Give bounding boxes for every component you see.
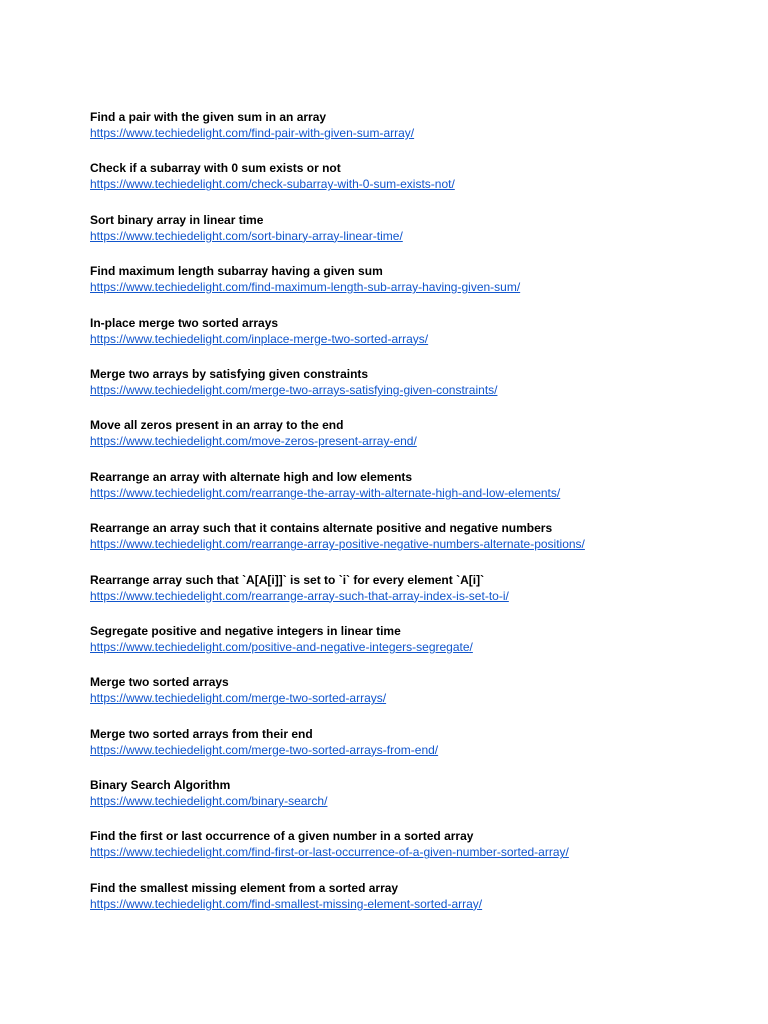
- entry-link[interactable]: https://www.techiedelight.com/inplace-merge-two-sorted-arrays/: [90, 331, 429, 346]
- list-item: [90, 777, 768, 828]
- entry-link[interactable]: https://www.techiedelight.com/find-maximum-length-sub-array-having-given-sum/: [90, 280, 521, 295]
- list-item: [90, 880, 768, 931]
- entry-title: Sort binary array in linear time: [90, 212, 264, 227]
- list-item: [90, 520, 768, 571]
- entry-title: In-place merge two sorted arrays: [90, 315, 279, 330]
- entry-link[interactable]: https://www.techiedelight.com/rearrange-array-such-that-array-index-is-set-to-i/: [90, 588, 509, 603]
- entry-title: Rearrange an array such that it contains alternate positive and negative numbers: [90, 521, 553, 536]
- entry-link[interactable]: https://www.techiedelight.com/rearrange-the-array-with-alternate-high-and-low-elements/: [90, 485, 561, 500]
- entry-link[interactable]: https://www.techiedelight.com/sort-binary-array-linear-time/: [90, 228, 403, 243]
- list-item: [90, 469, 768, 520]
- entry-title: Find a pair with the given sum in an array: [90, 110, 327, 124]
- entry-link[interactable]: https://www.techiedelight.com/binary-search/: [90, 794, 328, 809]
- entry-title: Move all zeros present in an array to the end: [90, 418, 344, 433]
- list-item: [90, 160, 768, 211]
- entry-title: Merge two sorted arrays from their end: [90, 726, 313, 741]
- entry-title: Merge two arrays by satisfying given constraints: [90, 366, 369, 381]
- list-item: [90, 366, 768, 417]
- list-item: [90, 417, 768, 468]
- list-item: [90, 674, 768, 725]
- list-item: [90, 828, 768, 879]
- entry-list: [90, 109, 768, 931]
- list-item: [90, 572, 768, 623]
- list-item: [90, 315, 768, 366]
- entry-title: Check if a subarray with 0 sum exists or not: [90, 161, 341, 176]
- entry-title: Find the smallest missing element from a sorted array: [90, 880, 399, 895]
- entry-title: Binary Search Algorithm: [90, 778, 231, 793]
- entry-link[interactable]: https://www.techiedelight.com/find-pair-with-given-sum-array/: [90, 126, 415, 140]
- list-item: [90, 109, 768, 160]
- entry-link[interactable]: https://www.techiedelight.com/merge-two-sorted-arrays/: [90, 691, 387, 706]
- entry-link[interactable]: https://www.techiedelight.com/positive-and-negative-integers-segregate/: [90, 639, 473, 654]
- list-item: [90, 623, 768, 674]
- entry-title: Find the first or last occurrence of a given number in a sorted array: [90, 829, 474, 844]
- entry-link[interactable]: https://www.techiedelight.com/rearrange-array-positive-negative-numbers-alternate-positions/: [90, 537, 585, 552]
- entry-title: Segregate positive and negative integers in linear time: [90, 623, 401, 638]
- entry-title: Rearrange array such that `A[A[i]]` is set to `i` for every element `A[i]`: [90, 572, 485, 587]
- entry-title: Rearrange an array with alternate high and low elements: [90, 469, 413, 484]
- entry-link[interactable]: https://www.techiedelight.com/find-smallest-missing-element-sorted-array/: [90, 896, 483, 911]
- entry-link[interactable]: https://www.techiedelight.com/find-first-or-last-occurrence-of-a-given-number-sorted-array/: [90, 845, 569, 860]
- entry-link[interactable]: https://www.techiedelight.com/merge-two-sorted-arrays-from-end/: [90, 742, 439, 757]
- entry-link[interactable]: https://www.techiedelight.com/merge-two-arrays-satisfying-given-constraints/: [90, 382, 498, 397]
- entry-title: Find maximum length subarray having a given sum: [90, 264, 383, 279]
- list-item: [90, 263, 768, 314]
- entry-link[interactable]: https://www.techiedelight.com/move-zeros-present-array-end/: [90, 434, 417, 449]
- entry-title: Merge two sorted arrays: [90, 675, 229, 690]
- list-item: [90, 212, 768, 263]
- list-item: [90, 726, 768, 777]
- entry-link[interactable]: https://www.techiedelight.com/check-subarray-with-0-sum-exists-not/: [90, 177, 455, 192]
